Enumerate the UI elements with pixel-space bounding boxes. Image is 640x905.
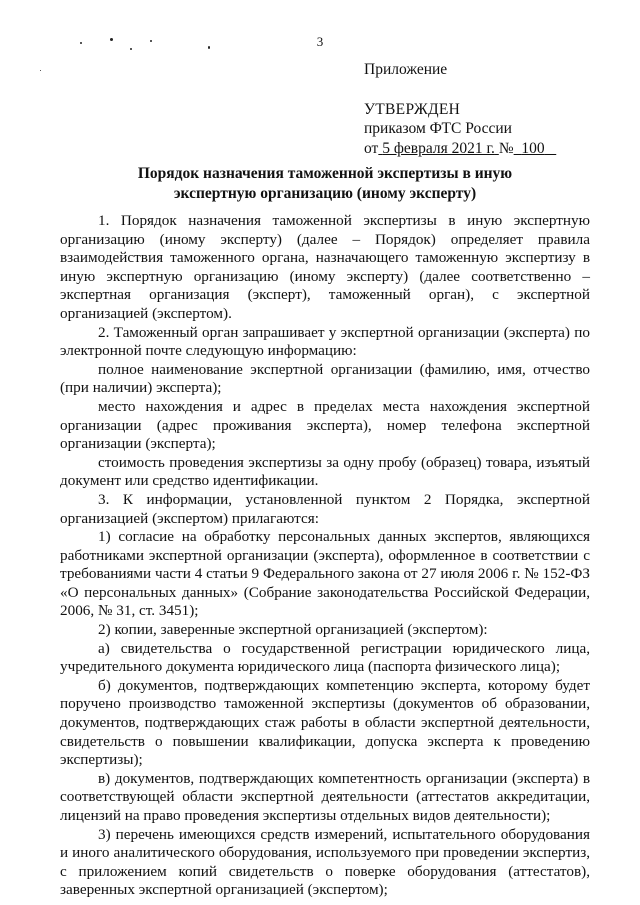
paragraph-3-item-2c: в) документов, подтверждающих компетентность организации (эксперта) в соответствующей области экспертной деятельности (аттестатов аккредитации, лицензий на право проведения экспертизы отдельных видов деятельности); bbox=[60, 769, 590, 824]
title-line-1: Порядок назначения таможенной экспертизы в иную bbox=[137, 165, 513, 182]
number-prefix: № bbox=[498, 139, 514, 157]
page-number: 3 bbox=[316, 34, 324, 49]
approved-label: УТВЕРЖДЕН bbox=[364, 100, 461, 118]
paragraph-2-item-address: место нахождения и адрес в пределах места нахождения экспертной организации (адрес проживания эксперта), номер телефона экспертной организации (эксперта); bbox=[60, 397, 590, 453]
approval-block bbox=[364, 60, 556, 158]
title-line-2: экспертную организацию (иному эксперту) bbox=[173, 184, 477, 202]
paragraph-3-item-3: 3) перечень имеющихся средств измерений, испытательного оборудования и иного аналитического оборудования, используемого при проведении экспертиз, с приложением копий свидетельств о поверке оборудования (аттестатов), заверенных экспертной организацией (экспертом); bbox=[60, 825, 590, 899]
appendix-label: Приложение bbox=[364, 61, 448, 78]
order-date: 5 февраля 2021 г. bbox=[382, 139, 495, 157]
paragraph-3-item-2a: а) свидетельства о государственной регистрации юридического лица, учредительного документа юридического лица (паспорта физического лица); bbox=[60, 639, 590, 676]
paragraph-3-item-1: 1) согласие на обработку персональных данных экспертов, являющихся работниками экспертной организации (эксперта), оформленное в соответствии с требованиями части 4 статьи 9 Федерального закона от 27 июля 2006 г. № 152-ФЗ «О персональных данных» (Собрание законодательства Российской Федерации, 2006, № 31, ст. 3451); bbox=[60, 528, 590, 620]
order-label: приказом ФТС России bbox=[364, 120, 512, 137]
paragraph-3-item-2b: б) документов, подтверждающих компетенцию эксперта, которому будет поручено производство таможенной экспертизы (документов об образовании, документов, подтверждающих стаж работы в области экспертной деятельности, свидетельств о повышении квалификации, допуска эксперта к проведению экспертизы); bbox=[60, 676, 590, 769]
order-number: 100 bbox=[521, 139, 545, 157]
document-title bbox=[60, 164, 590, 203]
paragraph-1: 1. Порядок назначения таможенной экспертизы в иную экспертную организацию (иному эксперту) (далее – Порядок) определяет правила взаимодействия таможенного органа, назначающего таможенную экспертизу в иную экспертную организацию (иному эксперту) (далее соответственно – экспертная организация (эксперт), таможенный орган), с экспертной организацией (экспертом). bbox=[60, 212, 590, 322]
paragraph-2: 2. Таможенный орган запрашивает у экспертной организации (эксперта) по электронной почте следующую информацию: bbox=[60, 323, 590, 360]
paragraph-2-item-name: полное наименование экспертной организации (фамилию, имя, отчество (при наличии) эксперта); bbox=[60, 360, 590, 397]
document-body bbox=[60, 212, 590, 900]
paragraph-3-item-2: 2) копии, заверенные экспертной организацией (экспертом): bbox=[98, 621, 488, 639]
paragraph-2-item-cost: стоимость проведения экспертизы за одну пробу (образец) товара, изъятый документ или средство идентификации. bbox=[60, 453, 590, 490]
order-date-line bbox=[364, 139, 556, 159]
date-prefix: от bbox=[364, 139, 379, 157]
paragraph-3: 3. К информации, установленной пунктом 2 Порядка, экспертной организацией (экспертом) прилагаются: bbox=[60, 490, 590, 527]
